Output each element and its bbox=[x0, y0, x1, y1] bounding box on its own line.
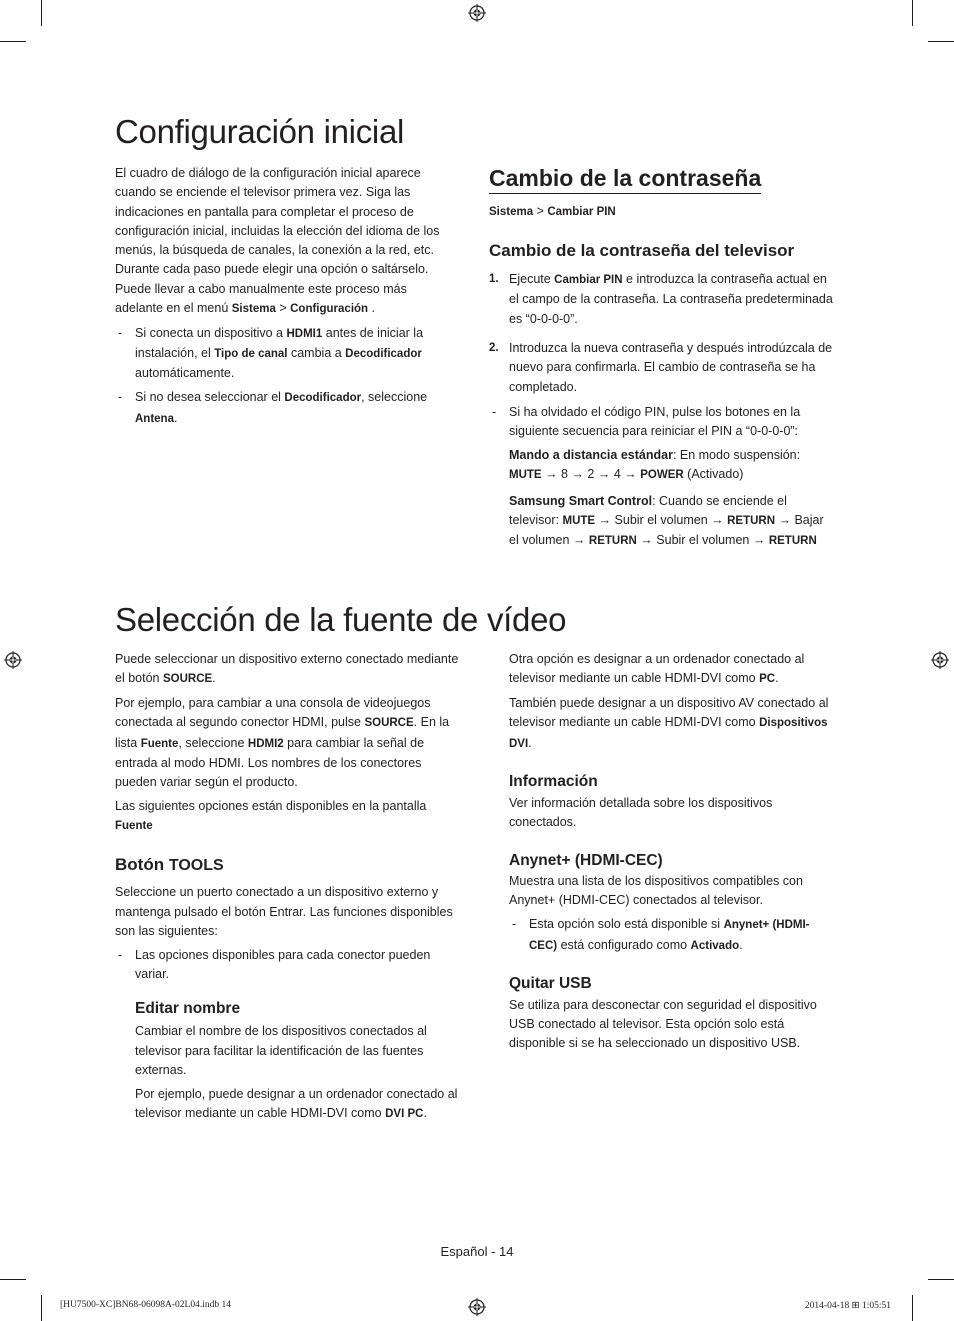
registration-mark-icon bbox=[4, 651, 22, 669]
subsection-title-tv-password: Cambio de la contraseña del televisor bbox=[489, 240, 795, 260]
registration-mark-icon bbox=[931, 651, 949, 669]
password-column bbox=[489, 202, 834, 551]
subsection-title-tools: Botón TOOLS bbox=[115, 855, 224, 875]
smart-control-sequence: Samsung Smart Control: Cuando se enciende el televisor: MUTE → Subir el volumen → RETURN → Bajar el volumen → RETURN → Subir el volumen → RETURN bbox=[509, 493, 824, 548]
crop-mark bbox=[912, 0, 913, 26]
anynet-text: Muestra una lista de los dispositivos compatibles con Anynet+ (HDMI-CEC) conectados al televisor. bbox=[509, 874, 803, 908]
remote-sequence: Mando a distancia estándar: En modo suspensión: MUTE → 8 → 2 → 4 → POWER (Activado) bbox=[509, 447, 801, 482]
crop-mark bbox=[41, 0, 42, 26]
note-decoder: - Si no desea seleccionar el Decodificador, seleccione Antena. bbox=[115, 388, 455, 429]
remove-usb-text: Se utiliza para desconectar con seguridad el dispositivo USB conectado al televisor. Esta opción solo está disponible si se ha seleccionado un dispositivo USB. bbox=[509, 997, 817, 1051]
designate-pc: Otra opción es designar a un ordenador conectado al televisor mediante un cable HDMI-DVI como PC. bbox=[509, 652, 805, 686]
anynet-note: - Esta opción solo está disponible si Anynet+ (HDMI-CEC) está configurado como Activado. bbox=[509, 915, 834, 956]
source-intro: Puede seleccionar un dispositivo externo conectado mediante el botón SOURCE. bbox=[115, 652, 459, 686]
edit-name-text: Cambiar el nombre de los dispositivos conectados al televisor para facilitar la identificación de las fuentes externas. bbox=[135, 1024, 427, 1077]
note-forgot-pin: - Si ha olvidado el código PIN, pulse los botones en la siguiente secuencia para reiniciar el PIN a “0-0-0-0”: bbox=[489, 403, 834, 442]
menu-path-configuracion: Configuración bbox=[290, 303, 369, 316]
section-title-initial-setup: Configuración inicial bbox=[115, 113, 405, 150]
edit-name-example: Por ejemplo, puede designar a un ordenador conectado al televisor mediante un cable HDMI-DVI como DVI PC. bbox=[135, 1086, 458, 1120]
subsection-title-anynet: Anynet+ (HDMI-CEC) bbox=[509, 851, 663, 869]
note-hdmi1: - Si conecta un dispositivo a HDMI1 antes de iniciar la instalación, el Tipo de canal cambia a Decodificador automáticamente. bbox=[115, 324, 455, 384]
subsection-title-info: Información bbox=[509, 773, 598, 791]
source-options-intro: Las siguientes opciones están disponibles en la pantalla Fuente bbox=[115, 799, 427, 833]
source-right-column bbox=[509, 650, 834, 1058]
subsection-title-remove-usb: Quitar USB bbox=[509, 975, 592, 993]
crop-mark bbox=[41, 1295, 42, 1321]
source-example: Por ejemplo, para cambiar a una consola de videojuegos conectada al segundo conector HDMI, pulse SOURCE. En la lista Fuente, seleccione HDMI2 para cambiar la señal de entrada al modo HDMI. Los nombres de los conectores pueden variar según el producto. bbox=[115, 696, 450, 790]
crop-mark bbox=[912, 1295, 913, 1321]
registration-mark-icon bbox=[468, 1298, 486, 1316]
section-title-password: Cambio de la contraseña bbox=[489, 165, 761, 194]
step-1: 1. Ejecute Cambiar PIN e introduzca la contraseña actual en el campo de la contraseña. La contraseña predeterminada es “0-0-0-0”. bbox=[489, 272, 833, 326]
time-glyph-icon: ⊞ bbox=[851, 1301, 860, 1311]
edit-name-block bbox=[115, 999, 465, 1124]
registration-mark-icon bbox=[468, 4, 486, 22]
tools-note: - Las opciones disponibles para cada conector pueden variar. bbox=[115, 946, 465, 985]
crop-mark bbox=[0, 1279, 26, 1280]
subsection-title-edit-name: Editar nombre bbox=[135, 999, 241, 1017]
menu-path: Sistema > Cambiar PIN bbox=[489, 204, 616, 218]
crop-mark bbox=[0, 41, 26, 42]
section-title-video-source: Selección de la fuente de vídeo bbox=[115, 601, 567, 638]
tools-text: Seleccione un puerto conectado a un dispositivo externo y mantenga pulsado el botón Entrar. Las funciones disponibles son las siguientes: bbox=[115, 885, 453, 939]
page-number: Español - 14 bbox=[440, 1244, 514, 1259]
info-text: Ver información detallada sobre los dispositivos conectados. bbox=[509, 795, 773, 830]
designate-av: También puede designar a un dispositivo AV conectado al televisor mediante un cable HDMI-DVI como Dispositivos DVI. bbox=[509, 696, 829, 750]
print-timestamp: 2014-04-18 ⊞ 1:05:51 bbox=[804, 1301, 891, 1311]
initial-setup-intro: El cuadro de diálogo de la configuración inicial aparece cuando se enciende el televisor primera vez. Siga las indicaciones en pantalla para completar el proceso de configuración inicial, incluidas la elección del idioma de los menús, la búsqueda de canales, la conexión a la red, etc. Durante cada paso puede elegir una opción o saltárselo. Puede llevar a cabo manualmente este proceso más adelante en el menú Sistema > Configuración . bbox=[115, 166, 440, 316]
crop-mark bbox=[928, 1279, 954, 1280]
step-2: 2. Introduzca la nueva contraseña y después introdúzcala de nuevo para confirmarla. El cambio de contraseña se ha completado. bbox=[489, 340, 833, 394]
initial-setup-column bbox=[115, 164, 455, 433]
menu-path-sistema: Sistema bbox=[231, 303, 276, 316]
crop-mark bbox=[928, 41, 954, 42]
print-file-name: [HU7500-XC]BN68-06098A-02L04.indb 14 bbox=[60, 1300, 231, 1310]
source-left-column bbox=[115, 650, 465, 1129]
